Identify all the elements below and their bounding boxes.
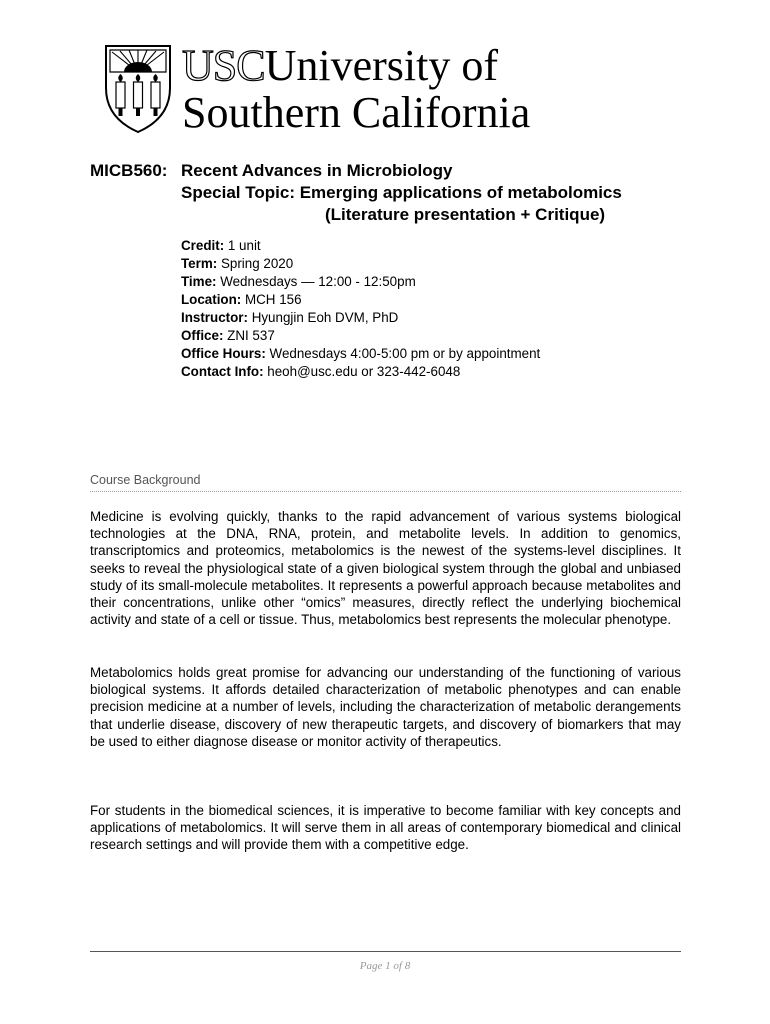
info-label: Time:	[181, 274, 217, 289]
usc-shield-icon	[102, 42, 174, 134]
info-location	[181, 291, 540, 309]
info-time	[181, 273, 540, 291]
info-value: 1 unit	[224, 238, 261, 253]
info-office	[181, 327, 540, 345]
info-office-hours	[181, 345, 540, 363]
southern-california-text: Southern California	[182, 88, 531, 137]
info-credit	[181, 237, 540, 255]
paragraph: For students in the biomedical sciences, it is imperative to become familiar with key concepts and applications of metabolomics. It will serve them in all areas of contemporary biomedical and clinical research settings and will provide them with a competitive edge.	[90, 803, 681, 853]
info-value: ZNI 537	[223, 328, 275, 343]
info-value: Hyungjin Eoh DVM, PhD	[247, 310, 399, 325]
paragraph: Medicine is evolving quickly, thanks to the rapid advancement of various systems biological technologies at the DNA, RNA, protein, and metabolite levels. In addition to genomics, transcriptomics and proteomics, metabolomics is the newest of the systems-level disciplines. It seeks to reveal the physiological state of a given biological system through the global and unbiased study of its small-molecule metabolites. It represents a powerful approach because metabolites and their concentrations, unlike other “omics” measures, directly reflect the underlying biochemical activity and state of a cell or tissue. Thus, metabolomics best represents the molecular phenotype.	[90, 509, 681, 628]
footer-divider	[90, 951, 681, 952]
usc-wordmark: USC	[182, 41, 265, 90]
university-of-text: University of	[264, 41, 498, 90]
paragraph: Metabolomics holds great promise for advancing our understanding of the functioning of various biological systems. It affords detailed characterization of metabolic phenotypes and can enable precision medicine at a number of levels, including the characterization of metabolic derangements that underlie disease, discovery of new therapeutic targets, and discovery of biomarkers that may be used to either diagnose disease or monitor activity of therapeutics.	[90, 665, 681, 749]
info-contact	[181, 363, 540, 381]
info-label: Office Hours:	[181, 346, 266, 361]
usc-logo	[102, 40, 531, 140]
info-value: heoh@usc.edu or 323-442-6048	[263, 364, 461, 379]
section-heading: Course Background	[90, 473, 681, 492]
info-label: Instructor:	[181, 310, 248, 325]
info-label: Term:	[181, 256, 218, 271]
course-subtitle: (Literature presentation + Critique)	[325, 205, 606, 224]
course-title: Recent Advances in Microbiology	[181, 161, 453, 180]
course-info	[181, 237, 540, 381]
info-label: Location:	[181, 292, 242, 307]
info-value: Spring 2020	[217, 256, 294, 271]
course-code: MICB560:	[90, 161, 168, 180]
page-number: Page 1 of 8	[359, 960, 411, 972]
info-term	[181, 255, 540, 273]
info-label: Office:	[181, 328, 224, 343]
info-value: MCH 156	[241, 292, 302, 307]
info-label: Credit:	[181, 238, 225, 253]
info-value: Wednesdays 4:00-5:00 pm or by appointment	[265, 346, 541, 361]
university-name	[182, 42, 530, 136]
info-instructor	[181, 309, 540, 327]
info-label: Contact Info:	[181, 364, 264, 379]
course-topic: Special Topic: Emerging applications of metabolomics	[181, 183, 622, 202]
info-value: Wednesdays — 12:00 - 12:50pm	[216, 274, 416, 289]
